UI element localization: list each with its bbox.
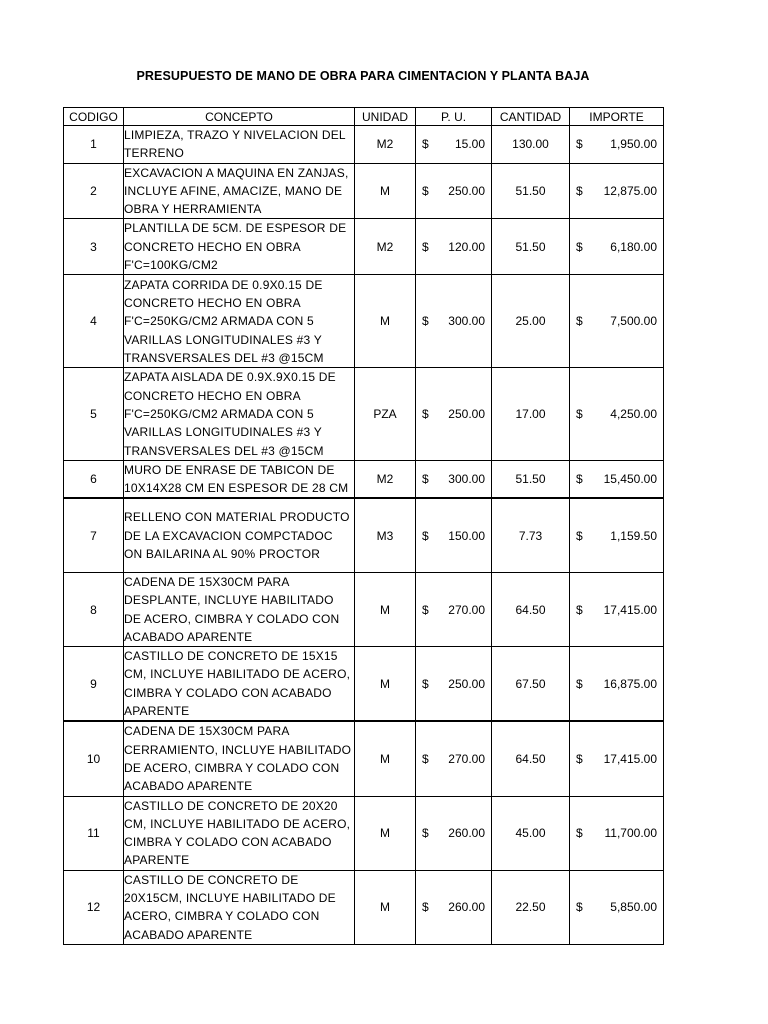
table-row — [64, 647, 664, 722]
row-unit-price — [416, 368, 492, 460]
row-unit-price-value: 250.00 — [448, 184, 485, 199]
currency-symbol: $ — [422, 751, 429, 766]
row-unit-price-value: 150.00 — [448, 528, 485, 543]
header-concept: CONCEPTO — [124, 108, 355, 126]
currency-symbol: $ — [422, 472, 429, 487]
currency-symbol: $ — [422, 528, 429, 543]
row-quantity: 25.00 — [492, 275, 570, 368]
currency-symbol: $ — [576, 184, 583, 199]
row-unit-price-value: 300.00 — [448, 472, 485, 487]
row-concept: ZAPATA AISLADA DE 0.9X.9X0.15 DE CONCRETO HECHO EN OBRA F'C=250KG/CM2 ARMADA CON 5 VARILLAS LONGITUDINALES #3 Y TRANSVERSALES DEL #3 @15CM — [124, 368, 355, 460]
row-amount-value: 6,180.00 — [610, 239, 657, 254]
currency-symbol: $ — [576, 528, 583, 543]
row-concept: MURO DE ENRASE DE TABICON DE 10X14X28 CM EN ESPESOR DE 28 CM — [124, 460, 355, 498]
row-concept: LIMPIEZA, TRAZO Y NIVELACION DEL TERRENO — [124, 126, 355, 164]
row-unit: M — [355, 721, 416, 796]
row-unit: M2 — [355, 219, 416, 275]
row-quantity: 51.50 — [492, 163, 570, 219]
row-unit-price — [416, 126, 492, 164]
row-amount-value: 1,159.50 — [610, 528, 657, 543]
currency-symbol: $ — [576, 676, 583, 691]
row-unit: M — [355, 275, 416, 368]
row-unit-price-value: 270.00 — [448, 751, 485, 766]
row-unit: M — [355, 572, 416, 646]
row-unit-price — [416, 275, 492, 368]
row-code: 4 — [64, 275, 124, 368]
table-row — [64, 126, 664, 164]
currency-symbol: $ — [422, 602, 429, 617]
row-code: 1 — [64, 126, 124, 164]
row-amount-value: 17,415.00 — [603, 602, 657, 617]
currency-symbol: $ — [576, 826, 583, 841]
row-amount — [570, 219, 664, 275]
row-unit-price-value: 250.00 — [448, 407, 485, 422]
currency-symbol: $ — [422, 900, 429, 915]
row-amount — [570, 163, 664, 219]
row-unit: M3 — [355, 498, 416, 572]
header-unit-price: P. U. — [416, 108, 492, 126]
row-concept: CADENA DE 15X30CM PARA CERRAMIENTO, INCLUYE HABILITADO DE ACERO, CIMBRA Y COLADO CON ACABADO APARENTE — [124, 721, 355, 796]
row-amount — [570, 275, 664, 368]
currency-symbol: $ — [422, 676, 429, 691]
row-unit-price — [416, 572, 492, 646]
row-concept: CASTILLO DE CONCRETO DE 20X20 CM, INCLUYE HABILITADO DE ACERO, CIMBRA Y COLADO CON ACABADO APARENTE — [124, 796, 355, 870]
row-concept: ZAPATA CORRIDA DE 0.9X0.15 DE CONCRETO HECHO EN OBRA F'C=250KG/CM2 ARMADA CON 5 VARILLAS LONGITUDINALES #3 Y TRANSVERSALES DEL #3 @15CM — [124, 275, 355, 368]
row-amount — [570, 368, 664, 460]
row-code: 8 — [64, 572, 124, 646]
currency-symbol: $ — [576, 472, 583, 487]
row-unit: M2 — [355, 126, 416, 164]
row-amount-value: 1,950.00 — [610, 137, 657, 152]
row-quantity: 130.00 — [492, 126, 570, 164]
header-amount: IMPORTE — [570, 108, 664, 126]
row-unit-price — [416, 647, 492, 722]
currency-symbol: $ — [422, 184, 429, 199]
row-unit-price-value: 300.00 — [448, 314, 485, 329]
row-concept: PLANTILLA DE 5CM. DE ESPESOR DE CONCRETO HECHO EN OBRA F'C=100KG/CM2 — [124, 219, 355, 275]
row-unit-price — [416, 721, 492, 796]
row-concept: EXCAVACION A MAQUINA EN ZANJAS, INCLUYE AFINE, AMACIZE, MANO DE OBRA Y HERRAMIENTA — [124, 163, 355, 219]
table-row — [64, 498, 664, 572]
row-amount-value: 15,450.00 — [603, 472, 657, 487]
row-quantity: 22.50 — [492, 870, 570, 944]
row-unit-price — [416, 796, 492, 870]
currency-symbol: $ — [576, 900, 583, 915]
row-code: 7 — [64, 498, 124, 572]
row-unit-price-value: 270.00 — [448, 602, 485, 617]
row-amount — [570, 870, 664, 944]
row-unit-price — [416, 219, 492, 275]
row-code: 9 — [64, 647, 124, 722]
row-amount — [570, 460, 664, 498]
row-quantity: 45.00 — [492, 796, 570, 870]
row-unit-price-value: 260.00 — [448, 900, 485, 915]
row-amount — [570, 572, 664, 646]
row-unit-price-value: 15.00 — [454, 137, 485, 152]
currency-symbol: $ — [576, 407, 583, 422]
row-code: 6 — [64, 460, 124, 498]
row-amount — [570, 498, 664, 572]
currency-symbol: $ — [422, 137, 429, 152]
row-amount — [570, 721, 664, 796]
header-unit: UNIDAD — [355, 108, 416, 126]
table-row — [64, 870, 664, 944]
currency-symbol: $ — [576, 137, 583, 152]
row-unit-price-value: 120.00 — [448, 239, 485, 254]
row-quantity: 7.73 — [492, 498, 570, 572]
row-code: 3 — [64, 219, 124, 275]
row-amount-value: 17,415.00 — [603, 751, 657, 766]
currency-symbol: $ — [422, 407, 429, 422]
row-quantity: 64.50 — [492, 721, 570, 796]
row-unit: PZA — [355, 368, 416, 460]
row-unit: M — [355, 796, 416, 870]
currency-symbol: $ — [422, 826, 429, 841]
row-amount — [570, 126, 664, 164]
row-quantity: 67.50 — [492, 647, 570, 722]
currency-symbol: $ — [576, 751, 583, 766]
row-unit: M — [355, 870, 416, 944]
row-code: 2 — [64, 163, 124, 219]
row-code: 12 — [64, 870, 124, 944]
row-code: 5 — [64, 368, 124, 460]
table-row — [64, 163, 664, 219]
row-amount-value: 16,875.00 — [603, 676, 657, 691]
row-code: 10 — [64, 721, 124, 796]
row-unit-price — [416, 460, 492, 498]
row-concept: RELLENO CON MATERIAL PRODUCTO DE LA EXCAVACION COMPCTADOC ON BAILARINA AL 90% PROCTOR — [124, 498, 355, 572]
row-unit: M — [355, 647, 416, 722]
row-amount-value: 5,850.00 — [610, 900, 657, 915]
row-quantity: 51.50 — [492, 460, 570, 498]
row-unit-price — [416, 870, 492, 944]
row-amount — [570, 796, 664, 870]
row-unit: M2 — [355, 460, 416, 498]
row-unit-price-value: 260.00 — [448, 826, 485, 841]
table-header-row — [64, 108, 664, 126]
row-amount-value: 12,875.00 — [603, 184, 657, 199]
table-row — [64, 219, 664, 275]
currency-symbol: $ — [576, 602, 583, 617]
table-row — [64, 368, 664, 460]
document-title: PRESUPUESTO DE MANO DE OBRA PARA CIMENTACION Y PLANTA BAJA — [136, 69, 590, 83]
table-row — [64, 796, 664, 870]
currency-symbol: $ — [422, 239, 429, 254]
row-quantity: 51.50 — [492, 219, 570, 275]
table-row — [64, 460, 664, 498]
row-concept: CASTILLO DE CONCRETO DE 20X15CM, INCLUYE HABILITADO DE ACERO, CIMBRA Y COLADO CON ACABADO APARENTE — [124, 870, 355, 944]
header-quantity: CANTIDAD — [492, 108, 570, 126]
budget-table — [63, 107, 664, 945]
row-amount-value: 11,700.00 — [604, 826, 657, 841]
row-unit-price — [416, 498, 492, 572]
row-code: 11 — [64, 796, 124, 870]
row-concept: CASTILLO DE CONCRETO DE 15X15 CM, INCLUYE HABILITADO DE ACERO, CIMBRA Y COLADO CON ACABADO APARENTE — [124, 647, 355, 722]
row-amount-value: 7,500.00 — [610, 314, 657, 329]
row-unit: M — [355, 163, 416, 219]
table-row — [64, 721, 664, 796]
row-unit-price-value: 250.00 — [448, 676, 485, 691]
currency-symbol: $ — [576, 239, 583, 254]
row-amount-value: 4,250.00 — [610, 407, 657, 422]
table-row — [64, 572, 664, 646]
currency-symbol: $ — [422, 314, 429, 329]
row-concept: CADENA DE 15X30CM PARA DESPLANTE, INCLUYE HABILITADO DE ACERO, CIMBRA Y COLADO CON ACABADO APARENTE — [124, 572, 355, 646]
row-unit-price — [416, 163, 492, 219]
table-row — [64, 275, 664, 368]
row-amount — [570, 647, 664, 722]
currency-symbol: $ — [576, 314, 583, 329]
row-quantity: 64.50 — [492, 572, 570, 646]
row-quantity: 17.00 — [492, 368, 570, 460]
header-code: CODIGO — [64, 108, 124, 126]
